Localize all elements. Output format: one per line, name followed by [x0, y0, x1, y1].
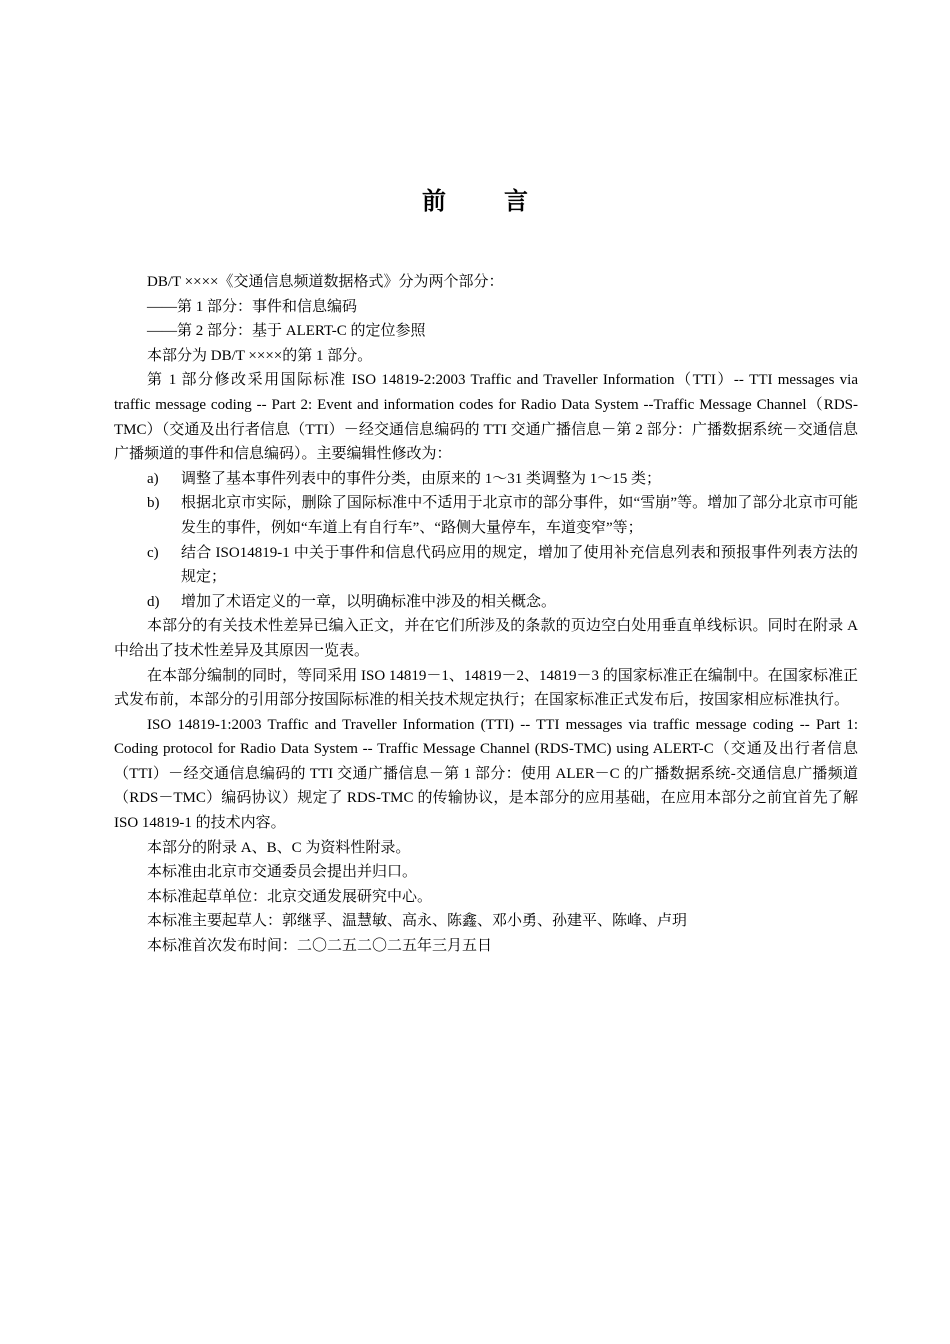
paragraph-proposer: 本标准由北京市交通委员会提出并归口。 — [147, 864, 418, 881]
list-item-c — [114, 541, 858, 590]
paragraph-this-part: 本部分为 DB/T ××××的第 1 部分。 — [147, 347, 373, 364]
list-item-a — [114, 467, 858, 492]
list-item-text: 根据北京市实际，删除了国际标准中不适用于北京市的部分事件，如“雪崩”等。增加了部分北京市可能发生的事件，例如“车道上有自行车”、“路侧大量停车，车道变窄”等； — [181, 495, 858, 536]
paragraph-adoption: 第 1 部分修改采用国际标准 ISO 14819-2:2003 Traffic and Traveller Information（TTI）-- TTI messages via traffic message coding -- Part 2: Event and information codes for Radio Data System --Traffic Message Channel（RDS-TMC）（交通及出行者信息（TTI）－经交通信息编码的 TTI 交通广播信息－第 2 部分：广播数据系统－交通信息广播频道的事件和信息编码）。主要编辑性修改为： — [114, 372, 858, 463]
paragraph-intro: DB/T ××××《交通信息频道数据格式》分为两个部分： — [147, 274, 504, 290]
paragraph-national-standards: 在本部分编制的同时，等同采用 ISO 14819－1、14819－2、14819－3 的国家标准正在编制中。在国家标准正式发布前，本部分的引用部分按国际标准的相关技术规定执行；在国家标准正式发布后，按国家相应标准执行。 — [114, 667, 858, 709]
document-body — [114, 270, 858, 959]
list-marker: b) — [147, 495, 160, 512]
paragraph-drafting-unit: 本标准起草单位：北京交通发展研究中心。 — [147, 888, 433, 905]
paragraph-technical-differences: 本部分的有关技术性差异已编入正文，并在它们所涉及的条款的页边空白处用垂直单线标识。同时在附录 A 中给出了技术性差异及其原因一览表。 — [114, 618, 858, 659]
paragraph-appendices: 本部分的附录 A、B、C 为资料性附录。 — [147, 839, 411, 856]
paragraph-release-date: 本标准首次发布时间：二〇二五二〇二五年三月五日 — [147, 938, 493, 955]
list-item-text: 结合 ISO14819-1 中关于事件和信息代码应用的规定，增加了使用补充信息列表和预报事件列表方法的规定； — [181, 544, 858, 586]
page-title: 前言 — [422, 187, 586, 215]
list-marker: c) — [147, 544, 159, 561]
list-item-text: 调整了基本事件列表中的事件分类，由原来的 1～31 类调整为 1～15 类； — [181, 470, 662, 487]
paragraph-part-2: ——第 2 部分：基于 ALERT-C 的定位参照 — [147, 323, 426, 340]
paragraph-drafters: 本标准主要起草人：郭继孚、温慧敏、高永、陈鑫、邓小勇、孙建平、陈峰、卢玥 — [147, 913, 688, 930]
list-item-b — [114, 491, 858, 540]
list-item-text: 增加了术语定义的一章，以明确标准中涉及的相关概念。 — [181, 593, 557, 610]
list-marker: a) — [147, 470, 159, 487]
paragraph-iso-14819-1: ISO 14819-1:2003 Traffic and Traveller Information (TTI) -- TTI messages via traffic message coding -- Part 1: Coding protocol for Radio Data System -- Traffic Message Channel (RDS-TMC) using ALERT-C（交通及出行者信息（TTI）－经交通信息编码的 TTI 交通广播信息－第 1 部分：使用 ALER－C 的广播数据系统-交通信息广播频道（RDS－TMC）编码协议）规定了 RDS-TMC 的传输协议，是本部分的应用基础，在应用本部分之前宜首先了解 ISO 14819-1 的技术内容。 — [114, 716, 858, 832]
list-item-d — [114, 590, 858, 615]
paragraph-part-1: ——第 1 部分：事件和信息编码 — [147, 298, 358, 315]
list-marker: d) — [147, 593, 160, 610]
